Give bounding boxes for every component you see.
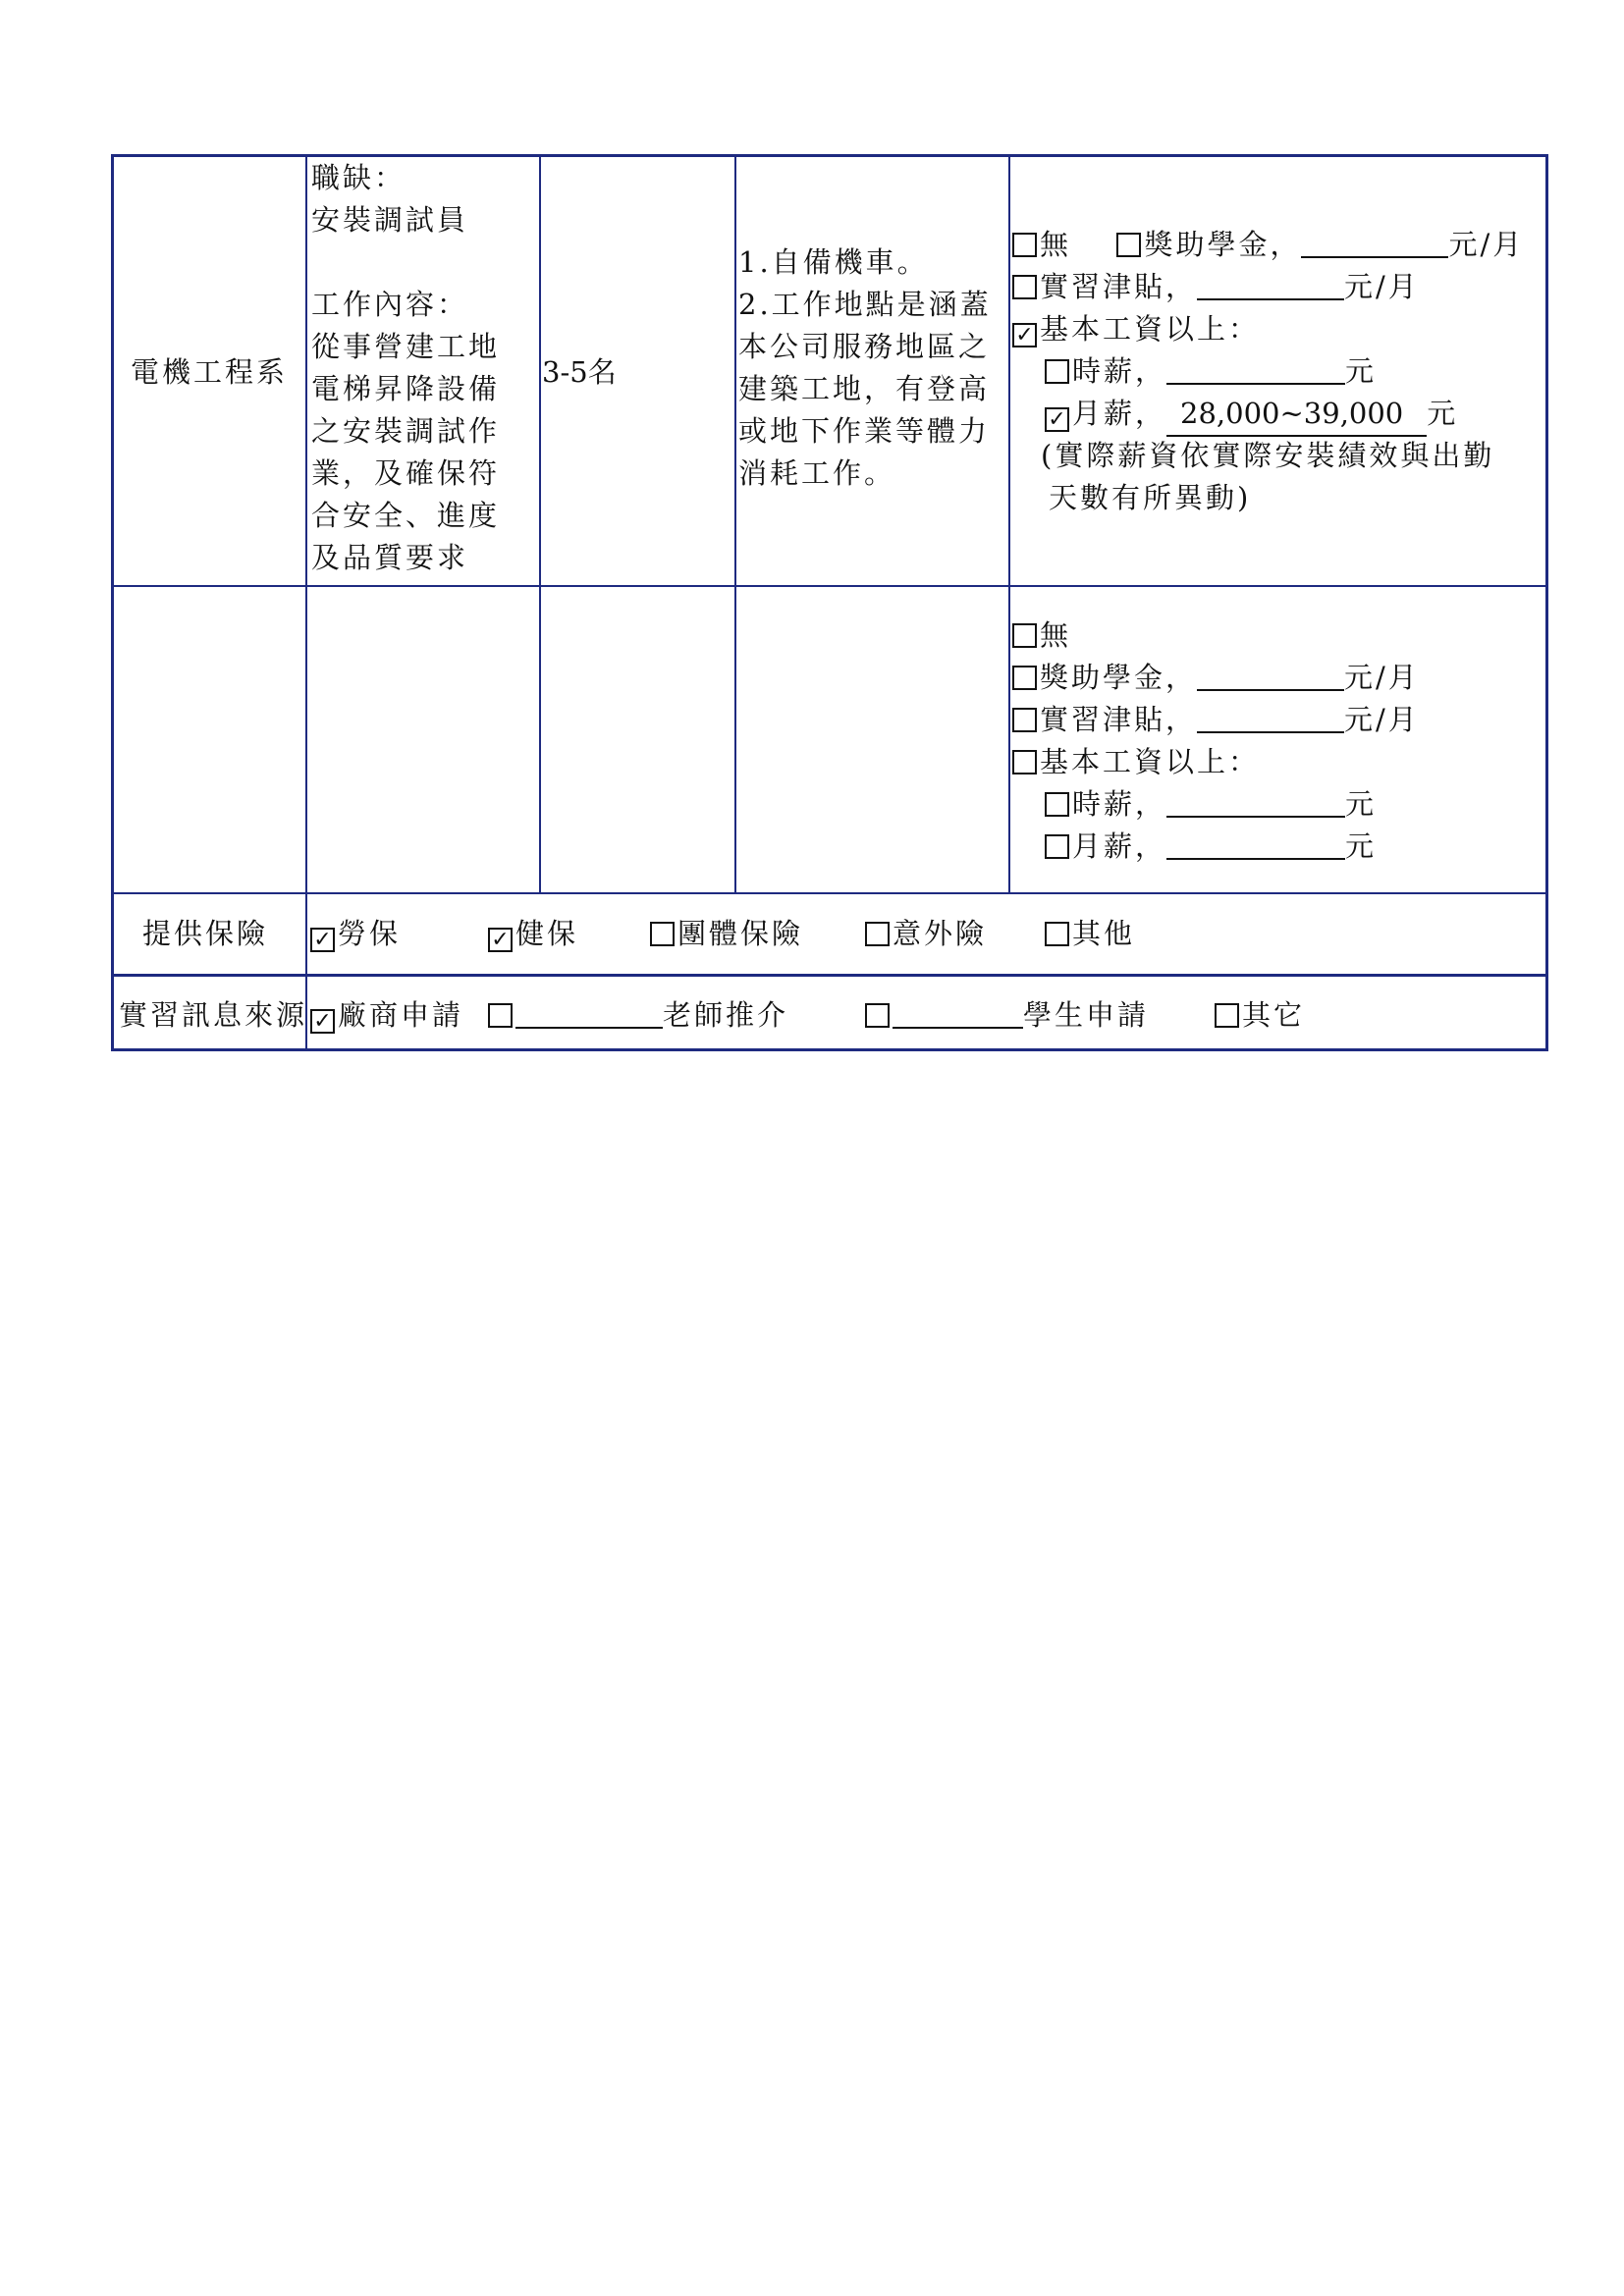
source-option-label: 廠商申請 <box>338 998 464 1032</box>
unit-label: 元/月 <box>1344 661 1420 694</box>
headcount-cell: 3-5名 <box>542 355 617 389</box>
unit-label: 元 <box>1345 787 1378 821</box>
scholarship-label: 獎助學金， <box>1040 661 1198 694</box>
source-checkbox[interactable] <box>488 1003 513 1028</box>
insurance-option-other[interactable] <box>1045 913 1135 955</box>
source-option-other[interactable] <box>1215 994 1305 1037</box>
unit-label: 元/月 <box>1344 270 1420 303</box>
allowance-checkbox[interactable] <box>1012 708 1037 732</box>
position-line: 及品質要求 <box>311 541 469 574</box>
position-line: 職缺： <box>311 161 406 194</box>
hourly-amount-field[interactable] <box>1166 786 1345 818</box>
basic-wage-label: 基本工資以上： <box>1040 745 1261 778</box>
position-line: 工作內容： <box>311 288 469 321</box>
source-option-student[interactable] <box>865 994 1149 1037</box>
scholarship-amount-field[interactable] <box>1301 227 1448 258</box>
allowance-label: 實習津貼， <box>1040 703 1198 736</box>
pay-none-row <box>1012 614 1071 657</box>
position-cell <box>311 157 500 579</box>
unit-label: 元/月 <box>1344 703 1420 736</box>
requirements-cell <box>738 241 992 495</box>
allowance-row <box>1012 266 1420 308</box>
hourly-checkbox[interactable] <box>1045 792 1069 817</box>
monthly-row <box>1045 826 1377 868</box>
scholarship-checkbox[interactable] <box>1116 233 1141 257</box>
allowance-amount-field[interactable] <box>1197 269 1344 300</box>
insurance-checkbox[interactable] <box>650 922 675 946</box>
department-cell: 電機工程系 <box>131 355 289 389</box>
source-checkbox[interactable]: ✓ <box>310 1009 335 1034</box>
insurance-option-labor[interactable] <box>310 913 401 955</box>
table-divider <box>1008 154 1010 892</box>
insurance-checkbox[interactable]: ✓ <box>310 928 335 952</box>
pay-none-scholarship-row <box>1012 224 1524 266</box>
insurance-option-health[interactable] <box>488 913 578 955</box>
monthly-checkbox[interactable] <box>1045 834 1069 859</box>
table-divider <box>734 154 736 892</box>
insurance-checkbox[interactable]: ✓ <box>488 928 513 952</box>
requirement-line: 1.自備機車。 <box>738 245 929 279</box>
table-divider <box>111 974 1548 977</box>
basic-wage-row <box>1012 308 1260 350</box>
source-label: 實習訊息來源 <box>119 998 308 1032</box>
hourly-row <box>1045 783 1377 826</box>
scholarship-row <box>1012 657 1420 699</box>
hourly-amount-field[interactable] <box>1166 353 1345 385</box>
position-line: 之安裝調試作 <box>311 414 501 448</box>
table-divider <box>305 154 307 1051</box>
monthly-row <box>1045 393 1458 437</box>
scholarship-amount-field[interactable] <box>1197 660 1344 691</box>
allowance-row <box>1012 699 1420 741</box>
requirement-line: 本公司服務地區之 <box>738 330 991 363</box>
insurance-option-label: 健保 <box>515 917 579 950</box>
insurance-option-label: 意外險 <box>893 917 988 950</box>
table-divider <box>111 892 1548 894</box>
insurance-checkbox[interactable] <box>1045 922 1069 946</box>
insurance-option-group[interactable] <box>650 913 803 955</box>
source-option-label: 其它 <box>1242 998 1306 1032</box>
monthly-checkbox[interactable]: ✓ <box>1045 407 1069 432</box>
insurance-label: 提供保險 <box>142 917 269 950</box>
insurance-option-accident[interactable] <box>865 913 987 955</box>
salary-note-line: 天數有所異動) <box>1049 481 1252 514</box>
requirement-line: 建築工地，有登高 <box>738 372 991 405</box>
basic-wage-checkbox[interactable] <box>1012 750 1037 774</box>
basic-wage-row <box>1012 741 1260 783</box>
position-line: 業，及確保符 <box>311 456 501 490</box>
monthly-amount-field[interactable] <box>1166 828 1345 860</box>
source-checkbox[interactable] <box>1215 1003 1239 1028</box>
requirement-line: 或地下作業等體力 <box>738 414 991 448</box>
table-divider <box>539 154 541 892</box>
source-option-company[interactable] <box>310 994 463 1037</box>
basic-wage-checkbox[interactable]: ✓ <box>1012 323 1037 347</box>
unit-label: 元/月 <box>1448 228 1525 261</box>
unit-label: 元 <box>1427 397 1459 430</box>
hourly-label: 時薪， <box>1072 787 1167 821</box>
teacher-name-field[interactable] <box>515 997 663 1029</box>
source-checkbox[interactable] <box>865 1003 890 1028</box>
allowance-label: 實習津貼， <box>1040 270 1198 303</box>
scholarship-checkbox[interactable] <box>1012 666 1037 690</box>
scholarship-label: 獎助學金， <box>1144 228 1302 261</box>
position-line: 電梯昇降設備 <box>311 372 501 405</box>
hourly-row <box>1045 350 1377 393</box>
insurance-option-label: 其他 <box>1072 917 1136 950</box>
allowance-amount-field[interactable] <box>1197 702 1344 733</box>
monthly-label: 月薪， <box>1072 397 1167 430</box>
pay-none-checkbox[interactable] <box>1012 623 1037 648</box>
allowance-checkbox[interactable] <box>1012 275 1037 299</box>
hourly-label: 時薪， <box>1072 354 1167 388</box>
requirement-line: 2.工作地點是涵蓋 <box>738 288 992 321</box>
pay-none-checkbox[interactable] <box>1012 233 1037 257</box>
source-option-teacher[interactable] <box>488 994 788 1037</box>
position-line: 安裝調試員 <box>311 203 469 237</box>
basic-wage-label: 基本工資以上： <box>1040 312 1261 346</box>
insurance-option-label: 勞保 <box>338 917 402 950</box>
unit-label: 元 <box>1345 354 1378 388</box>
position-line: 合安全、進度 <box>311 499 501 532</box>
monthly-amount-value: 28,000~39,000 <box>1166 393 1427 437</box>
requirement-line: 消耗工作。 <box>738 456 896 490</box>
table-divider <box>111 585 1548 587</box>
insurance-checkbox[interactable] <box>865 922 890 946</box>
unit-label: 元 <box>1345 829 1378 863</box>
pay-none-label: 無 <box>1040 228 1072 261</box>
student-name-field[interactable] <box>893 997 1023 1029</box>
hourly-checkbox[interactable] <box>1045 359 1069 384</box>
source-option-label: 老師推介 <box>663 998 789 1032</box>
insurance-option-label: 團體保險 <box>677 917 804 950</box>
position-line: 從事營建工地 <box>311 330 501 363</box>
position-line <box>311 241 500 284</box>
pay-none-label: 無 <box>1040 618 1072 652</box>
monthly-label: 月薪， <box>1072 829 1167 863</box>
salary-note-line: (實際薪資依實際安裝績效與出勤 <box>1041 439 1495 472</box>
source-option-label: 學生申請 <box>1023 998 1150 1032</box>
